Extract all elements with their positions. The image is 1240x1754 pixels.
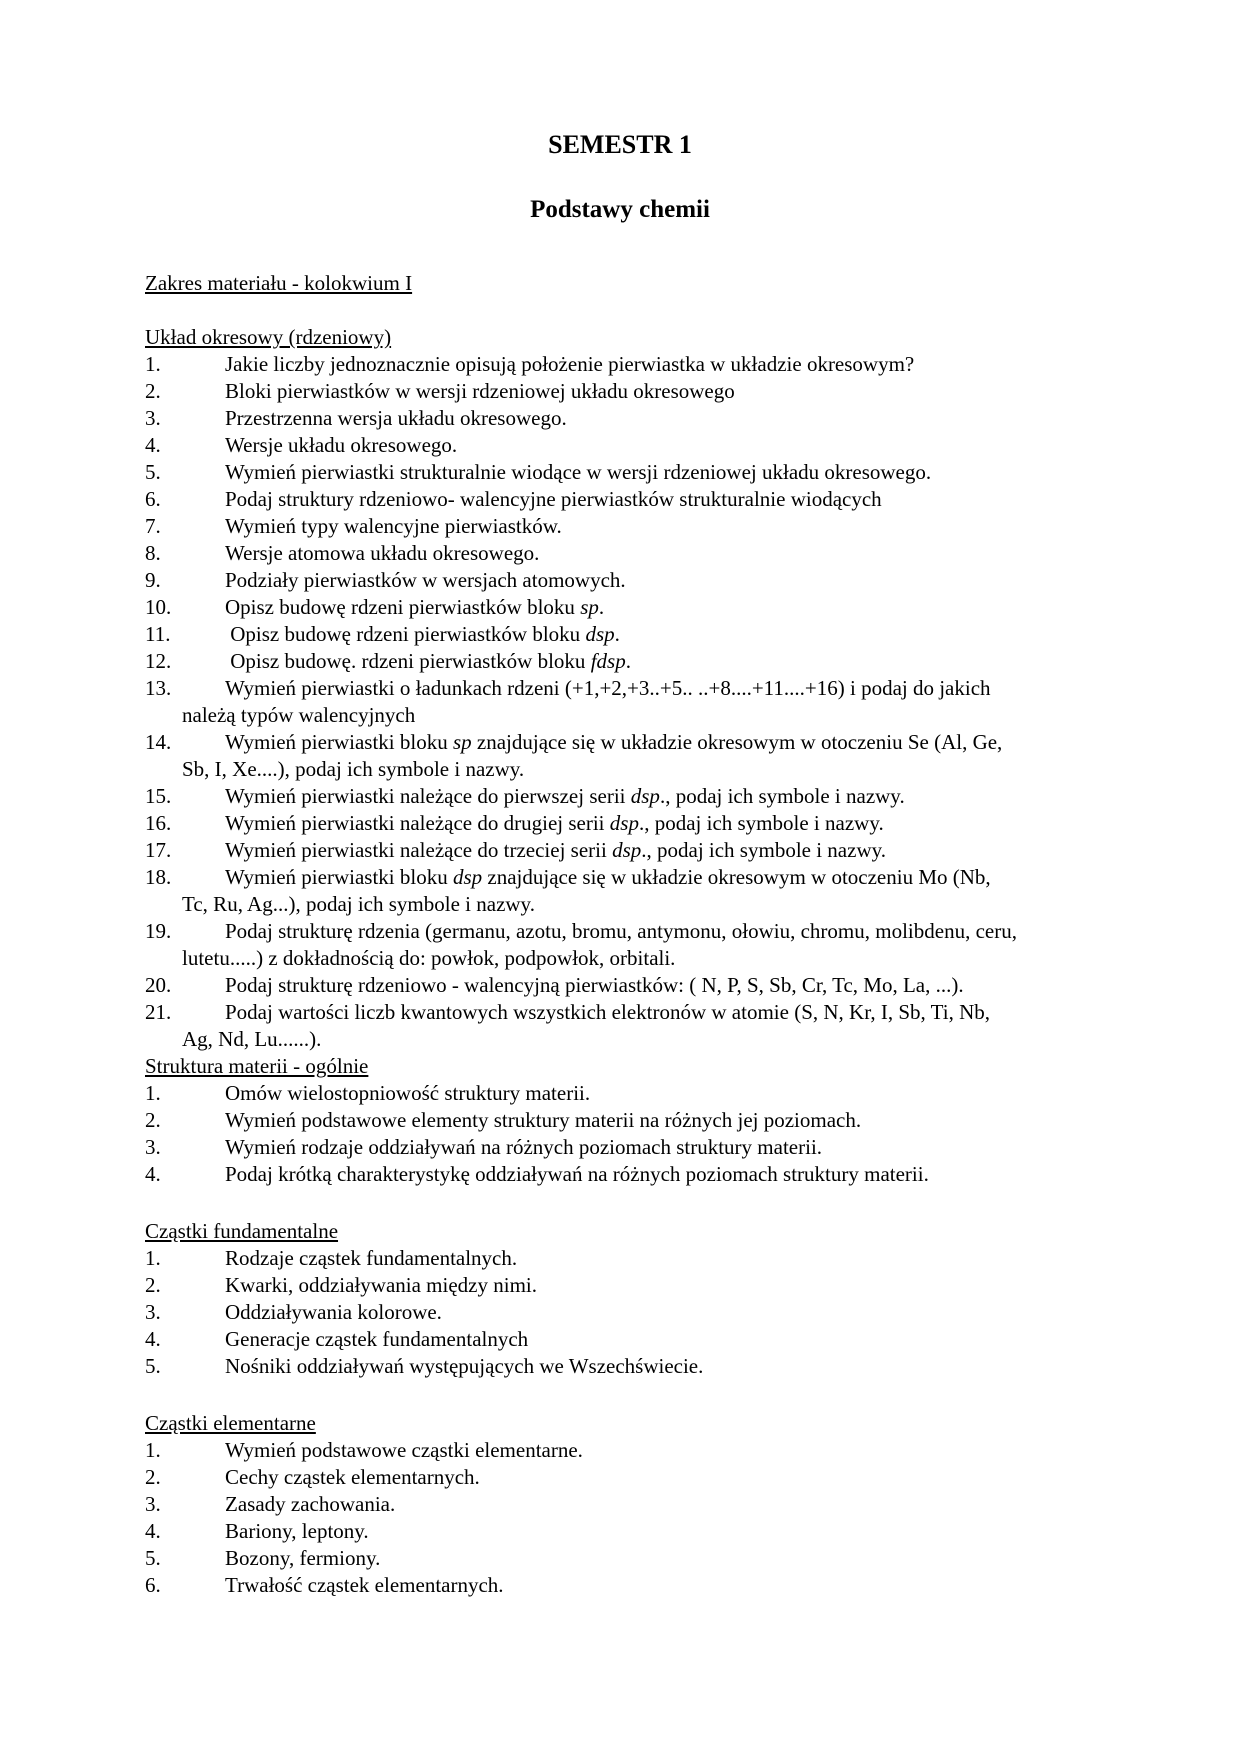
item-text: Podaj strukturę rdzeniowo - walencyjną pierwiastków: ( N, P, S, Sb, Cr, Tc, Mo, La, ...). [225,973,964,997]
item-number: 4. [145,433,161,457]
list-item [145,621,1165,648]
item-text: Wymień pierwiastki należące do drugiej serii dsp., podaj ich symbole i nazwy. [225,811,884,835]
item-number: 4. [145,1327,161,1351]
item-number: 6. [145,487,161,511]
item-number: 5. [145,1546,161,1570]
item-text: Oddziaływania kolorowe. [225,1300,442,1324]
item-number: 20. [145,973,172,997]
item-text: Omów wielostopniowość struktury materii. [225,1081,591,1105]
item-number: 9. [145,568,161,592]
item-number: 3. [145,1300,161,1324]
document-title: SEMESTR 1 [548,130,692,159]
item-text: Opisz budowę rdzeni pierwiastków bloku sp. [225,595,605,619]
item-text: Wymień podstawowe cząstki elementarne. [225,1438,583,1462]
item-text: Podaj strukturę rdzenia (germanu, azotu, bromu, antymonu, ołowiu, chromu, molibdenu, ceru, lutetu.....) z dokładnością do: powłok, podpowłok, orbitali. [182,919,1017,970]
list-item [145,1326,1165,1353]
item-number: 2. [145,1273,161,1297]
item-number: 5. [145,460,161,484]
list-item [145,999,1165,1053]
item-number: 2. [145,1465,161,1489]
item-text: Zasady zachowania. [225,1492,396,1516]
list-item [145,1491,1165,1518]
list-item [145,1245,1165,1272]
item-number: 5. [145,1354,161,1378]
list-item [145,1272,1165,1299]
section-heading: Cząstki fundamentalne [145,1219,339,1243]
list-item [145,837,1165,864]
item-text: Wymień pierwiastki strukturalnie wiodące w wersji rdzeniowej układu okresowego. [225,460,932,484]
item-number: 6. [145,1573,161,1597]
item-text: Wymień pierwiastki bloku dsp znajdujące się w układzie okresowym w otoczeniu Mo (Nb, Tc, Ru, Ag...), podaj ich symbole i nazwy. [182,865,991,916]
list-item [145,1464,1165,1491]
list-item [145,972,1165,999]
list-item [145,486,1165,513]
item-number: 12. [145,649,172,673]
item-text: Wymień pierwiastki należące do trzeciej serii dsp., podaj ich symbole i nazwy. [225,838,887,862]
item-text: Rodzaje cząstek fundamentalnych. [225,1246,518,1270]
list-item [145,567,1165,594]
item-text: Nośniki oddziaływań występujących we Wszechświecie. [225,1354,704,1378]
item-number: 13. [145,676,172,700]
list-item [145,1161,1165,1188]
item-text: Opisz budowę rdzeni pierwiastków bloku dsp. [225,622,620,646]
item-text: Kwarki, oddziaływania między nimi. [225,1273,537,1297]
item-number: 18. [145,865,172,889]
document-subtitle: Podstawy chemii [530,196,710,223]
section-heading: Struktura materii - ogólnie [145,1054,369,1078]
item-text: Podaj krótką charakterystykę oddziaływań na różnych poziomach struktury materii. [225,1162,929,1186]
item-number: 8. [145,541,161,565]
list-item [145,1107,1165,1134]
item-text: Wymień pierwiastki należące do pierwszej serii dsp., podaj ich symbole i nazwy. [225,784,905,808]
item-number: 11. [145,622,171,646]
item-text: Cechy cząstek elementarnych. [225,1465,480,1489]
item-number: 2. [145,379,161,403]
item-number: 14. [145,730,172,754]
item-text: Wersje układu okresowego. [225,433,458,457]
question-section [145,1410,1165,1599]
item-number: 19. [145,919,172,943]
list-item [145,675,1165,729]
list-item [145,513,1165,540]
item-text: Przestrzenna wersja układu okresowego. [225,406,567,430]
item-text: Bozony, fermiony. [225,1546,381,1570]
item-text: Bloki pierwiastków w wersji rdzeniowej układu okresowego [225,379,735,403]
section-heading: Cząstki elementarne [145,1411,316,1435]
list-item [145,1518,1165,1545]
item-text: Jakie liczby jednoznacznie opisują położenie pierwiastka w układzie okresowym? [225,352,915,376]
list-item [145,1353,1165,1380]
item-number: 7. [145,514,161,538]
item-number: 4. [145,1519,161,1543]
list-item [145,1572,1165,1599]
item-text: Opisz budowę. rdzeni pierwiastków bloku fdsp. [225,649,631,673]
sections-container [145,324,1165,1599]
item-text: Wymień pierwiastki bloku sp znajdujące się w układzie okresowym w otoczeniu Se (Al, Ge, Sb, I, Xe....), podaj ich symbole i nazwy. [182,730,1003,781]
item-text: Podaj wartości liczb kwantowych wszystkich elektronów w atomie (S, N, Kr, I, Sb, Ti, Nb, Ag, Nd, Lu......). [182,1000,990,1051]
item-text: Wymień pierwiastki o ładunkach rdzeni (+1,+2,+3..+5.. ..+8....+11....+16) i podaj do jakich należą typów walencyjnych [182,676,991,727]
item-text: Bariony, leptony. [225,1519,369,1543]
section-heading: Układ okresowy (rdzeniowy) [145,325,392,349]
item-text: Podaj struktury rdzeniowo- walencyjne pierwiastków strukturalnie wiodących [225,487,882,511]
item-number: 15. [145,784,172,808]
item-text: Wymień rodzaje oddziaływań na różnych poziomach struktury materii. [225,1135,823,1159]
list-item [145,1080,1165,1107]
list-item [145,594,1165,621]
list-item [145,405,1165,432]
list-item [145,1545,1165,1572]
list-item [145,351,1165,378]
item-number: 3. [145,1492,161,1516]
list-item [145,1134,1165,1161]
item-number: 3. [145,1135,161,1159]
item-number: 1. [145,352,161,376]
item-number: 3. [145,406,161,430]
list-item [145,459,1165,486]
question-section [145,1218,1165,1380]
item-number: 1. [145,1246,161,1270]
list-item [145,1437,1165,1464]
list-item [145,918,1165,972]
item-text: Generacje cząstek fundamentalnych [225,1327,529,1351]
item-number: 10. [145,595,172,619]
question-section [145,1053,1165,1188]
item-text: Podziały pierwiastków w wersjach atomowych. [225,568,626,592]
item-number: 21. [145,1000,172,1024]
item-number: 16. [145,811,172,835]
item-text: Trwałość cząstek elementarnych. [225,1573,504,1597]
item-number: 4. [145,1162,161,1186]
list-item [145,1299,1165,1326]
item-text: Wymień typy walencyjne pierwiastków. [225,514,562,538]
item-number: 1. [145,1438,161,1462]
list-item [145,648,1165,675]
list-item [145,783,1165,810]
question-section [145,324,1165,1053]
item-number: 1. [145,1081,161,1105]
item-text: Wersje atomowa układu okresowego. [225,541,540,565]
list-item [145,378,1165,405]
list-item [145,810,1165,837]
list-item [145,540,1165,567]
list-item [145,864,1165,918]
item-text: Wymień podstawowe elementy struktury materii na różnych jej poziomach. [225,1108,862,1132]
item-number: 17. [145,838,172,862]
list-item [145,729,1165,783]
item-number: 2. [145,1108,161,1132]
list-item [145,432,1165,459]
intro-heading: Zakres materiału - kolokwium I [145,271,413,295]
